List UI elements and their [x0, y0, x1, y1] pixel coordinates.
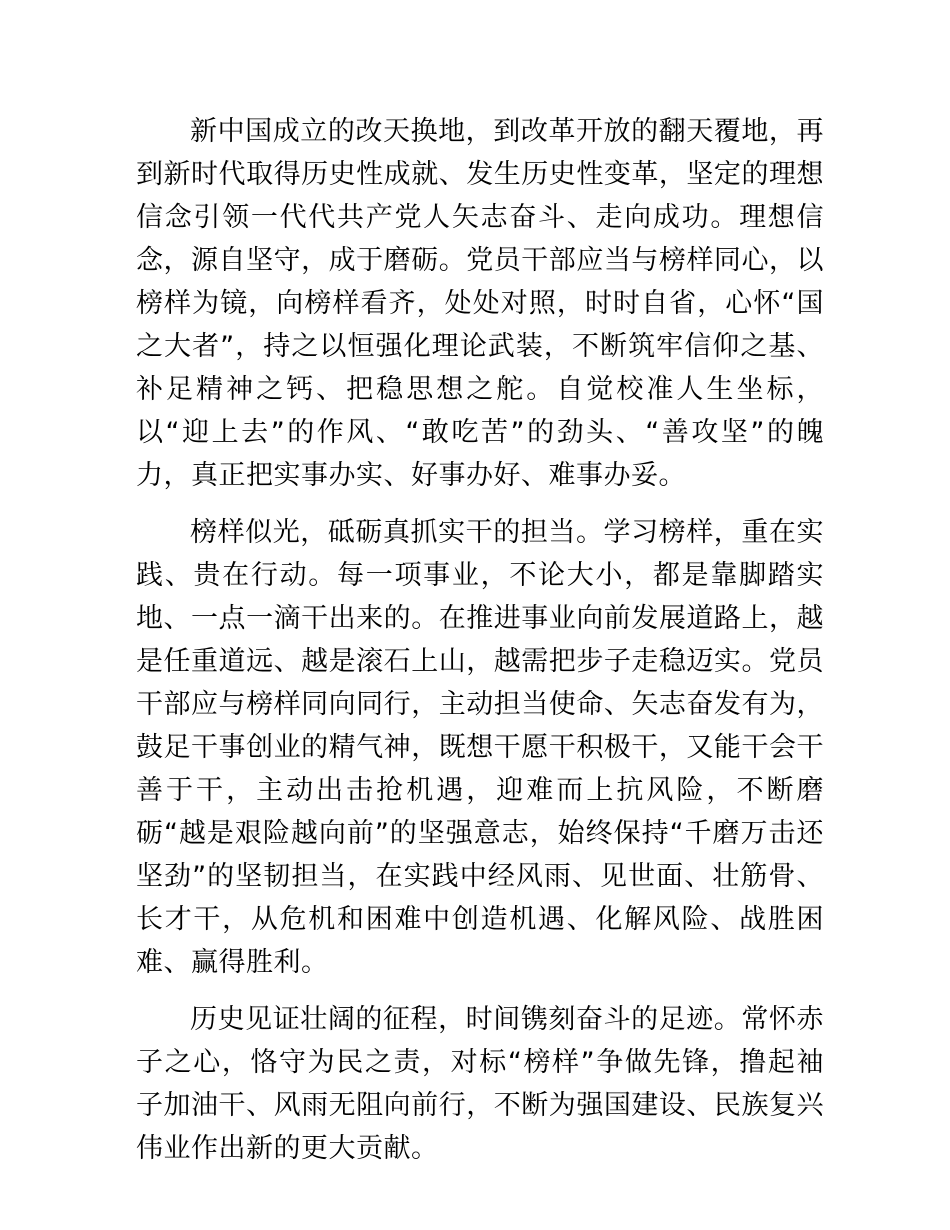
paragraph-role-model-action: 榜样似光，砥砺真抓实干的担当。学习榜样，重在实践、贵在行动。每一项事业，不论大小，都是靠脚踏实地、一点一滴干出来的。在推进事业向前发展道路上，越是任重道远、越是滚石上山，越需把步子走稳迈实。党员干部应与榜样同向同行，主动担当使命、矢志奋发有为，鼓足干事创业的精气神，既想干愿干积极干，又能干会干善于干，主动出击抢机遇，迎难而上抗风险，不断磨砺“越是艰险越向前”的坚强意志，始终保持“千磨万击还坚劲”的坚韧担当，在实践中经风雨、见世面、壮筋骨、长才干，从危机和困难中创造机遇、化解风险、战胜困难、赢得胜利。 [136, 517, 824, 978]
paragraph-history-conclusion: 历史见证壮阔的征程，时间镌刻奋斗的足迹。常怀赤子之心，恪守为民之责，对标“榜样”争做先锋，撸起袖子加油干、风雨无阻向前行，不断为强国建设、民族复兴伟业作出新的更大贡献。 [136, 1004, 824, 1164]
paragraph-ideals-and-beliefs: 新中国成立的改天换地，到改革开放的翻天覆地，再到新时代取得历史性成就、发生历史性变革，坚定的理想信念引领一代代共产党人矢志奋斗、走向成功。理想信念，源自坚守，成于磨砺。党员干部应当与榜样同心，以榜样为镜，向榜样看齐，处处对照，时时自省，心怀“国之大者”，持之以恒强化理论武装，不断筑牢信仰之基、补足精神之钙、把稳思想之舵。自觉校准人生坐标，以“迎上去”的作风、“敢吃苦”的劲头、“善攻坚”的魄力，真正把实事办实、好事办好、难事办妥。 [136, 116, 824, 491]
